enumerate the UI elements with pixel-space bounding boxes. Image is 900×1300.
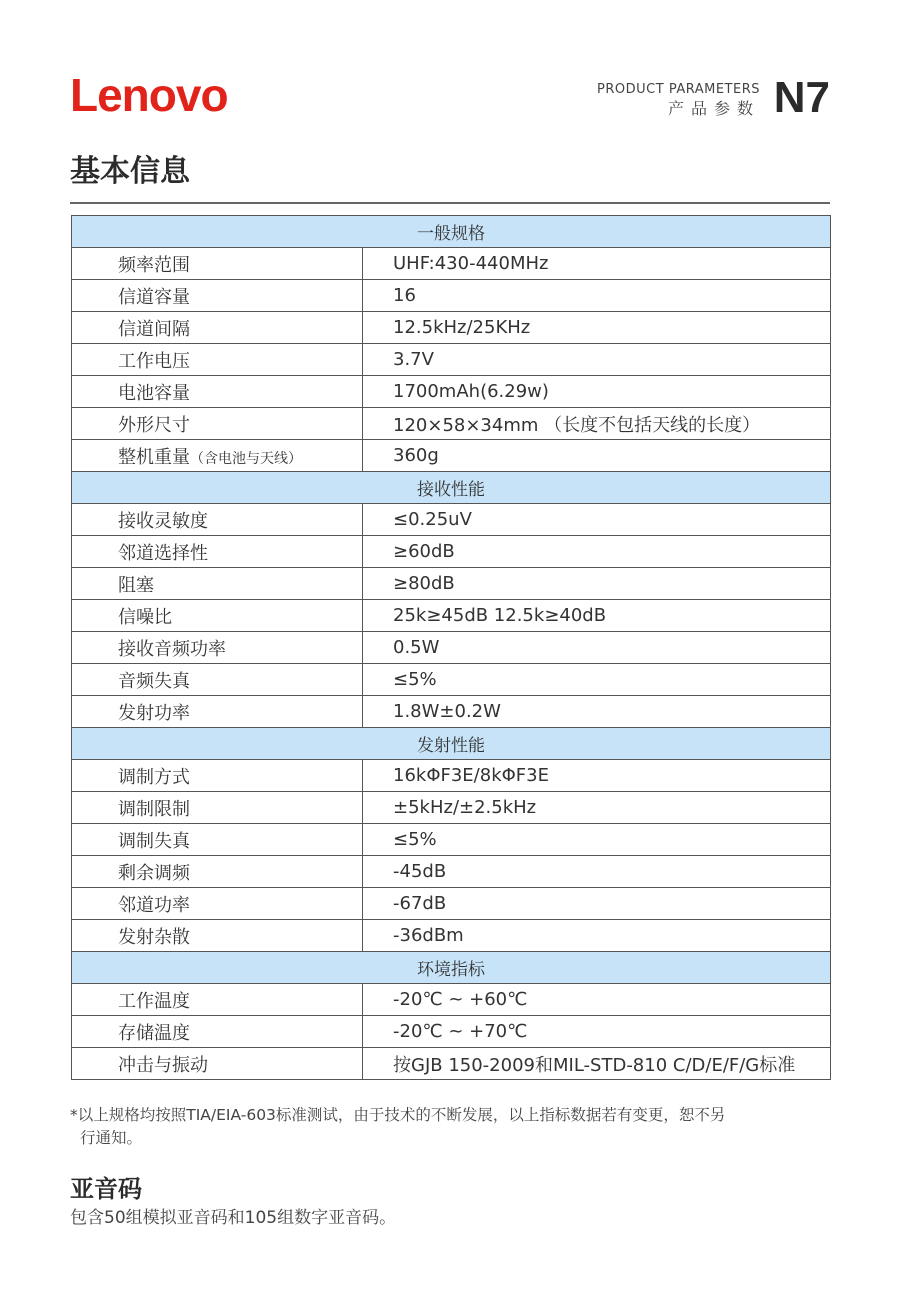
spec-key [72,792,363,824]
table-row [72,440,831,472]
spec-key [72,664,363,696]
table-row [72,376,831,408]
category-header: 一般规格 [72,216,831,248]
subaudio-description: 包含50组模拟亚音码和105组数字亚音码。 [70,1208,397,1228]
spec-value: 按GJB 150-2009和MIL-STD-810 C/D/E/F/G标准 [363,1048,831,1080]
spec-value: 16kΦF3E/8kΦF3E [363,760,831,792]
spec-value: -45dB [363,856,831,888]
spec-key [72,888,363,920]
spec-key [72,1016,363,1048]
spec-key-label: 外形尺寸 [118,414,190,436]
header-label-cn: 产品参数 [667,99,760,118]
spec-key [72,312,363,344]
header-label-en: PRODUCT PARAMETERS [597,82,760,97]
footnote [70,1104,840,1150]
spec-key [72,440,363,472]
table-row [72,568,831,600]
table-row [72,600,831,632]
table-row [72,632,831,664]
spec-value: ≥80dB [363,568,831,600]
table-row [72,760,831,792]
spec-key-label: 信噪比 [118,606,172,628]
spec-value: 1700mAh(6.29w) [363,376,831,408]
spec-value: 120×58×34mm （长度不包括天线的长度） [363,408,831,440]
table-row [72,856,831,888]
spec-key [72,408,363,440]
spec-key-label: 信道容量 [118,286,190,308]
spec-value: ≥60dB [363,536,831,568]
spec-key [72,984,363,1016]
spec-value: UHF:430-440MHz [363,248,831,280]
spec-key-label: 调制限制 [118,798,190,820]
spec-key-label: 存储温度 [118,1022,190,1044]
spec-key-label: 接收灵敏度 [118,510,208,532]
spec-key [72,280,363,312]
table-row [72,536,831,568]
spec-key-label: 频率范围 [118,254,190,276]
spec-value: ±5kHz/±2.5kHz [363,792,831,824]
spec-key [72,600,363,632]
category-header: 环境指标 [72,952,831,984]
spec-value: 3.7V [363,344,831,376]
table-row [72,920,831,952]
spec-key-label: 电池容量 [118,382,190,404]
spec-key [72,760,363,792]
spec-key [72,920,363,952]
category-row [72,952,831,984]
category-header: 接收性能 [72,472,831,504]
spec-key [72,504,363,536]
spec-key-label: 工作电压 [118,350,190,372]
spec-value: 25k≥45dB 12.5k≥40dB [363,600,831,632]
spec-value: ≤5% [363,664,831,696]
spec-key [72,696,363,728]
spec-key-label: 邻道功率 [118,894,190,916]
spec-value: 16 [363,280,831,312]
spec-value: -67dB [363,888,831,920]
spec-key [72,248,363,280]
spec-key-label: 邻道选择性 [118,542,208,564]
spec-key [72,344,363,376]
spec-key [72,376,363,408]
subaudio-title: 亚音码 [70,1175,142,1203]
spec-value: 1.8W±0.2W [363,696,831,728]
spec-value: 12.5kHz/25KHz [363,312,831,344]
spec-key-label: 接收音频功率 [118,638,226,660]
spec-table [71,215,831,1080]
category-header: 发射性能 [72,728,831,760]
spec-value: -20℃ ~ +60℃ [363,984,831,1016]
table-row [72,312,831,344]
spec-key [72,632,363,664]
spec-key-label: 音频失真 [118,670,190,692]
category-row [72,472,831,504]
spec-key-label: 发射杂散 [118,926,190,948]
spec-key [72,824,363,856]
category-row [72,728,831,760]
table-row [72,504,831,536]
section-title: 基本信息 [70,154,190,189]
spec-key-label: 剩余调频 [118,862,190,884]
spec-key-label: 工作温度 [118,990,190,1012]
spec-value: ≤5% [363,824,831,856]
spec-value: 0.5W [363,632,831,664]
spec-value: ≤0.25uV [363,504,831,536]
table-row [72,696,831,728]
lenovo-logo: Lenovo [70,69,228,121]
table-row [72,280,831,312]
model-name: N7 [773,73,830,122]
spec-key-label: 调制失真 [118,830,190,852]
table-row [72,248,831,280]
spec-key-note: （含电池与天线） [190,450,302,467]
table-row [72,1016,831,1048]
spec-key-label: 发射功率 [118,702,190,724]
table-row [72,984,831,1016]
spec-value: -20℃ ~ +70℃ [363,1016,831,1048]
table-row [72,664,831,696]
table-row [72,888,831,920]
spec-value: 360g [363,440,831,472]
table-row [72,408,831,440]
table-row [72,792,831,824]
spec-key-label: 整机重量 [118,446,190,468]
spec-key-label: 阻塞 [118,574,154,596]
table-row [72,1048,831,1080]
footnote-line-2: 行通知。 [80,1129,143,1147]
category-row [72,216,831,248]
title-divider [70,202,830,204]
spec-key-label: 冲击与振动 [118,1054,208,1076]
table-row [72,344,831,376]
footnote-line-1: *以上规格均按照TIA/EIA-603标准测试，由于技术的不断发展，以上指标数据若有变更，恕不另 [70,1106,726,1124]
spec-key [72,1048,363,1080]
spec-key-label: 信道间隔 [118,318,190,340]
spec-key [72,856,363,888]
spec-key-label: 调制方式 [118,766,190,788]
spec-key [72,568,363,600]
spec-value: -36dBm [363,920,831,952]
spec-key [72,536,363,568]
table-row [72,824,831,856]
